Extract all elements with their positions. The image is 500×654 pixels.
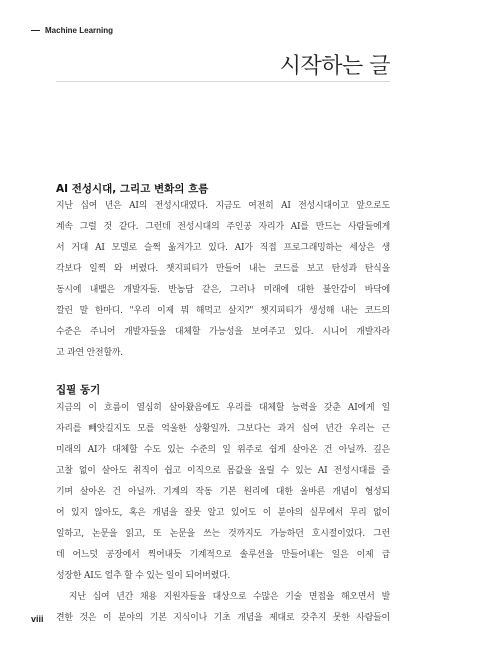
running-head <box>31 26 113 35</box>
title-divider <box>56 81 390 82</box>
paragraph-line: 각보다 일찍 와 버렸다. 챗지피티가 만들어 내는 코드를 보고 탄성과 탄식을 <box>56 264 390 274</box>
paragraph-line: 동시에 내뱉은 개발자들. 반농담 같은, 그러나 미래에 대한 불안감이 바닥에 <box>56 285 390 295</box>
paragraph-line: 지난 십여 년간 채용 지원자들을 대상으로 수많은 기술 면접을 해오면서 발 <box>56 592 390 602</box>
paragraph-line: 깔린 말 한마디. "우리 이제 뭐 해먹고 살지?" 챗지피티가 생성해 내는 코드의 <box>56 306 390 316</box>
paragraph-line: 자리를 빼앗길지도 모를 억울한 상황일까. 그보다는 과거 십여 년간 우리는 근 <box>56 424 390 434</box>
page-number: viii <box>31 614 44 624</box>
paragraph-line: 수준은 주니어 개발자들을 대체할 가능성을 보여주고 있다. 시니어 개발자라 <box>56 327 390 337</box>
paragraph-line: 서 거대 AI 모델로 슬쩍 옮겨가고 있다. AI가 직접 프로그래밍하는 세상은 생 <box>56 243 390 253</box>
section-heading-motivation: 집필 동기 <box>56 384 101 396</box>
paragraph-line: 고찰 없이 살아도 취직이 쉽고 이직으로 몸값을 올릴 수 있는 AI 전성시대를 즐 <box>56 466 390 476</box>
paragraph-line: 계속 그럴 것 같다. 그런데 전성시대의 주인공 자리가 AI를 만드는 사람들에게 <box>56 222 390 232</box>
paragraph-line: 미래의 AI가 대체할 수도 있는 수준의 일 위주로 쉽게 살아온 건 아닐까. 깊은 <box>56 445 390 455</box>
paragraph-line: 지난 십여 년은 AI의 전성시대였다. 지금도 여전히 AI 전성시대이고 앞으로도 <box>56 201 390 211</box>
chapter-title: 시작하는 글 <box>279 54 390 79</box>
paragraph-line: 어 있지 않아도, 혹은 개념을 잘못 알고 있어도 이 분야의 실무에서 무리 없이 <box>56 508 390 518</box>
paragraph-line: 지금의 이 흐름이 열심히 살아왔음에도 우리를 대체할 능력을 갖춘 AI에게 일 <box>56 403 390 413</box>
paragraph-line: 견한 것은 이 분야의 기본 지식이나 기초 개념을 제대로 갖추지 못한 사람들이 <box>56 613 390 623</box>
paragraph-line: 데 어느덧 공장에서 찍어내듯 기계적으로 솔루션을 만들어내는 일은 이제 급 <box>56 550 390 560</box>
running-head-label: Machine Learning <box>45 26 114 35</box>
section-heading-ai-era: AI 전성시대, 그리고 변화의 흐름 <box>56 183 209 195</box>
paragraph-line: 일하고, 논문을 읽고, 또 논문을 쓰는 것까지도 가능하던 호시절이었다. 그런 <box>56 529 390 539</box>
running-head-dash <box>31 30 40 31</box>
paragraph-line: 성장한 AI도 얼추 할 수 있는 일이 되어버렸다. <box>56 571 231 581</box>
paragraph-line: 고 과연 안전할까. <box>56 348 123 358</box>
paragraph-line: 기며 살아온 건 아닐까. 기계의 작동 기본 원리에 대한 올바른 개념이 형성되 <box>56 487 390 497</box>
